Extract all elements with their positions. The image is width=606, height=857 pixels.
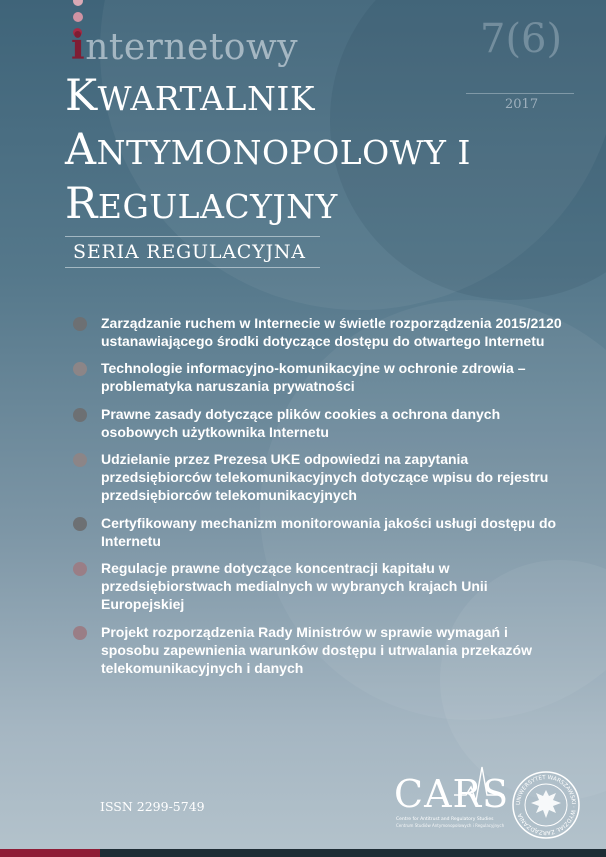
article-item [73,405,563,441]
brand-first-letter: i [71,26,86,68]
cars-logo-subtitle: Centre for Antitrust and Regulatory Studies [396,817,494,822]
article-item [73,559,563,613]
issue-year: 2017 [505,97,539,112]
article-item [73,314,563,350]
series-rule-top [65,236,320,237]
article-title: Udzielanie przez Prezesa UKE odpowiedzi na zapytania przedsiębiorców telekomunikacyjnych dotyczące wpisu do rejestru przedsiębiorców telekomunikacyjnych [101,451,549,503]
journal-title-line-2 [65,127,471,176]
university-seal-icon [511,770,581,840]
article-title: Projekt rozporządzenia Rady Ministrów w sprawie wymagań i sposobu zapewnienia warunków dostępu i utrwalania przekazów telekomunikacyjnych i danych [101,624,532,676]
bullet-dot [73,562,87,576]
title-initial: R [65,179,98,229]
article-item [73,450,563,504]
bullet-dot [73,453,87,467]
series-label: SERIA REGULACYJNA [73,241,306,263]
cars-logo-name: CARS [394,772,510,816]
decorative-dot [73,12,83,22]
article-title: Prawne zasady dotyczące plików cookies a ochrona danych osobowych użytkownika Internetu [101,406,501,440]
cars-logo [394,765,510,829]
title-rest: EGULACYJNY [97,187,338,226]
bottom-accent-bar [0,849,100,857]
journal-title-line-1 [65,73,315,122]
article-title: Technologie informacyjno-komunikacyjne w ochronie zdrowia – problematyka naruszania prywatności [101,360,526,394]
journal-title-line-3 [65,181,338,230]
brand-rest: nternetowy [85,27,299,68]
title-rest: NTYMONOPOLOWY I [96,133,471,172]
year-divider [466,93,574,94]
brand-internetowy [71,25,298,70]
issn-number: ISSN 2299-5749 [100,799,205,814]
issue-number: 7(6) [480,16,563,62]
article-title: Certyfikowany mechanizm monitorowania jakości usługi dostępu do Internetu [101,515,557,549]
bullet-dot [73,408,87,422]
title-initial: K [65,71,98,121]
article-item [73,359,563,395]
title-initial: A [65,125,97,175]
seal-text: UNIWERSYTET WARSZAWSKI · WYDZIAŁ ZARZĄDZANIA [515,774,577,836]
article-item [73,623,563,677]
bullet-dot [73,362,87,376]
pulse-line-icon [454,765,504,805]
decorative-dot [73,0,83,6]
bullet-dot [73,626,87,640]
bullet-dot [73,317,87,331]
article-item [73,514,563,550]
title-rest: WARTALNIK [97,79,316,118]
series-rule-bottom [65,267,320,268]
cars-logo-subtitle-pl: Centrum Studiów Antymonopolowych i Regulacyjnych [396,823,505,828]
bullet-dot [73,517,87,531]
article-title: Zarządzanie ruchem w Internecie w świetle rozporządzenia 2015/2120 ustanawiającego środki dotyczące dostępu do otwartego Internetu [101,315,562,349]
article-title: Regulacje prawne dotyczące koncentracji kapitału w przedsiębiorstwach medialnych w wybranych krajach Unii Europejskiej [101,560,488,612]
